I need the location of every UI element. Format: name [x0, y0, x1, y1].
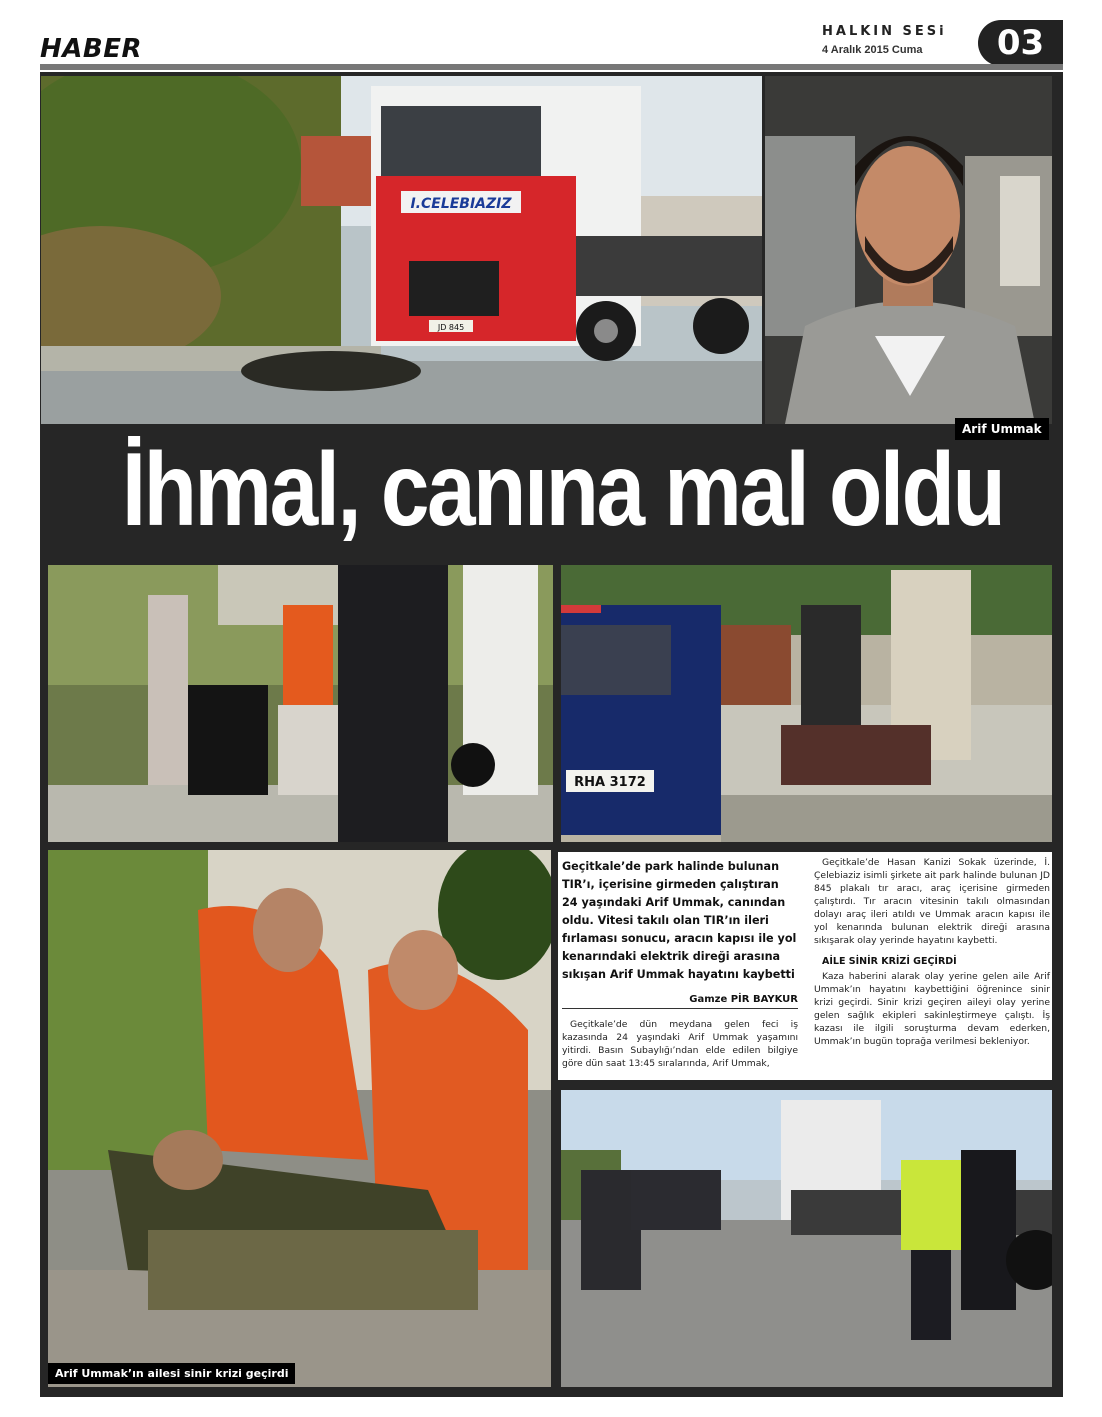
article-paragraph: Geçitkale’de Hasan Kanizi Sokak üzerinde, İ. Çelebiaziz isimli şirkete ait park halinde bulunan JD 845 plakalı tır aracı, araç içerisine girmeden çalıştırdı. Tır aracın vitesinin takılı olmasından dolayı araç ileri atıldı ve Ummak aracın kapısı ile yol kenarında bulunan elektrik direği arasına sıkışarak olay yerinde hayatını kaybetti.	[814, 857, 1050, 946]
article-subheading: AİLE SİNİR KRİZİ GEÇİRDİ	[822, 956, 957, 967]
masthead	[822, 24, 947, 56]
article-text-area	[558, 852, 1052, 1080]
byline-name: PİR BAYKUR	[730, 994, 798, 1005]
police-scene-photo	[561, 1090, 1052, 1387]
truck-cab-text: I.CELEBIAZIZ	[410, 196, 512, 212]
byline-prefix: Gamze	[689, 994, 731, 1005]
portrait-photo	[765, 76, 1052, 424]
headline: İhmal, canına mal oldu	[121, 432, 1004, 548]
article-byline	[562, 994, 798, 1009]
article-paragraph: Geçitkale’de dün meydana gelen feci iş kazasında 24 yaşındaki Arif Ummak yaşamını yitirdi. Basın Subaylığı’ndan elde edilen bilgiye göre dün saat 13:45 sıralarında, Arif Ummak,	[562, 1019, 798, 1069]
article-column-2	[814, 856, 1050, 1048]
car-plate: RHA 3172	[574, 775, 646, 790]
section-title: HABER	[40, 34, 142, 64]
portrait-caption: Arif Ummak	[955, 418, 1049, 440]
truck-plate: JD 845	[437, 323, 465, 332]
page-number: 03	[978, 20, 1063, 66]
car-scene-photo	[561, 565, 1052, 842]
header-rule	[40, 64, 1063, 70]
article-column-1	[562, 1018, 798, 1070]
article-lead: Geçitkale’de park halinde bulunan TIR’ı, içerisine girmeden çalıştıran 24 yaşındaki Arif Ummak, canından oldu. Vitesi takılı olan TIR’ın ileri fırlaması sonucu, aracın kapısı ile yol kenarındaki elektrik direği arasına sıkışan Arif Ummak hayatını kaybetti	[562, 860, 797, 981]
paramedics-caption: Arif Ummak’ın ailesi sinir krizi geçirdi	[48, 1363, 295, 1384]
article-paragraph: Kaza haberini alarak olay yerine gelen aile Arif Ummak’ın hayatını kaybettiğini öğrenince sinir krizi geçirdi. Sinir krizi geçiren aileyi olay yerine gelen sağlık ekipleri sakinleştirmeye çalıştı. İş kazası ile ilgili soruşturma devam ederken, Ummak’ın bugün toprağa verilmesi bekleniyor.	[814, 971, 1050, 1047]
truck-scene-photo	[41, 76, 762, 424]
paramedics-photo	[48, 850, 551, 1387]
family-crowd-photo	[48, 565, 553, 842]
issue-date: 4 Aralık 2015 Cuma	[822, 44, 923, 56]
newspaper-name: HALKIN SESi	[822, 24, 947, 39]
